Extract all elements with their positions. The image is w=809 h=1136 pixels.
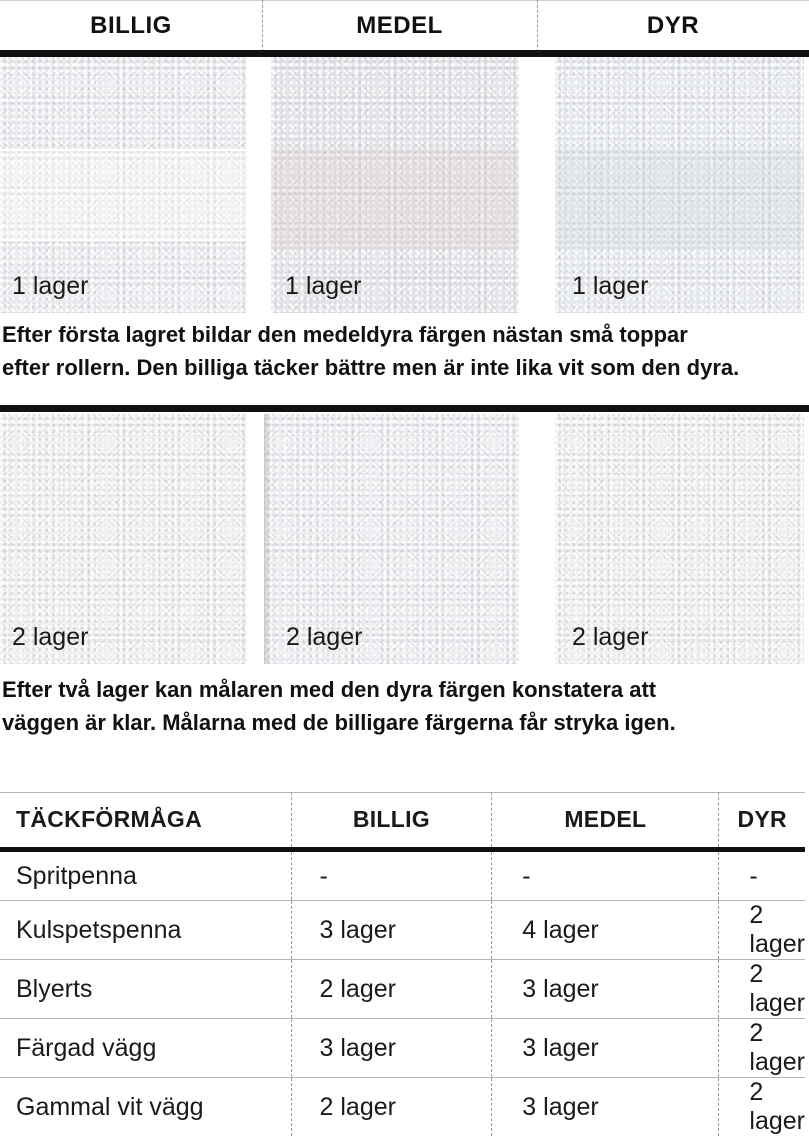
texture-medel-2-lager bbox=[264, 414, 519, 664]
column-header: MEDEL bbox=[492, 792, 719, 850]
header-rule bbox=[0, 50, 809, 57]
roller-band bbox=[0, 149, 247, 241]
table-cell: 2 lager bbox=[291, 960, 492, 1019]
table-row bbox=[0, 850, 805, 901]
roller-band bbox=[271, 149, 519, 249]
column-header: TÄCKFÖRMÅGA bbox=[0, 792, 291, 850]
panel-label: 2 lager bbox=[572, 623, 648, 652]
table-cell: 3 lager bbox=[291, 1019, 492, 1078]
table-header-row bbox=[0, 792, 805, 850]
row-label: Kulspetspenna bbox=[0, 901, 291, 960]
column-header: DYR bbox=[719, 792, 805, 850]
caption-round-2 bbox=[2, 673, 807, 739]
texture-billig-2-lager bbox=[0, 414, 247, 664]
table-row bbox=[0, 1078, 805, 1136]
row-label: Gammal vit vägg bbox=[0, 1078, 291, 1136]
panel-label: 1 lager bbox=[572, 272, 648, 301]
panel-label: 1 lager bbox=[285, 272, 361, 301]
row-label: Blyerts bbox=[0, 960, 291, 1019]
table-cell: 2 lager bbox=[719, 960, 805, 1019]
caption-line: efter rollern. Den billiga täcker bättre men är inte lika vit som den dyra. bbox=[2, 351, 807, 384]
section-rule bbox=[0, 405, 809, 412]
table-cell: 3 lager bbox=[492, 1019, 719, 1078]
texture-billig-1-lager bbox=[0, 57, 247, 313]
caption-line: Efter två lager kan målaren med den dyra färgen konstatera att bbox=[2, 673, 807, 706]
header-medel: MEDEL bbox=[262, 0, 537, 52]
table-cell: 2 lager bbox=[719, 1078, 805, 1136]
table-cell: - bbox=[291, 850, 492, 901]
row-label: Färgad vägg bbox=[0, 1019, 291, 1078]
header-billig: BILLIG bbox=[0, 0, 262, 52]
caption-round-1 bbox=[2, 318, 807, 384]
caption-line: väggen är klar. Målarna med de billigare färgerna får stryka igen. bbox=[2, 706, 807, 739]
texture-dyr-2-lager bbox=[555, 414, 804, 664]
roller-band bbox=[555, 149, 804, 249]
coverage-table bbox=[0, 792, 805, 1136]
texture-medel-1-lager bbox=[271, 57, 519, 313]
table-cell: 3 lager bbox=[492, 960, 719, 1019]
panel-label: 1 lager bbox=[12, 272, 88, 301]
panel-label: 2 lager bbox=[286, 623, 362, 652]
table-cell: 3 lager bbox=[492, 1078, 719, 1136]
column-header: BILLIG bbox=[291, 792, 492, 850]
table-cell: 2 lager bbox=[719, 901, 805, 960]
table-row bbox=[0, 901, 805, 960]
header-dyr: DYR bbox=[537, 0, 809, 52]
texture-dyr-1-lager bbox=[555, 57, 804, 313]
table-cell: 2 lager bbox=[291, 1078, 492, 1136]
row-label: Spritpenna bbox=[0, 850, 291, 901]
wall-edge bbox=[264, 414, 270, 664]
table-row bbox=[0, 960, 805, 1019]
table-cell: 4 lager bbox=[492, 901, 719, 960]
panel-label: 2 lager bbox=[12, 623, 88, 652]
table-row bbox=[0, 1019, 805, 1078]
table-cell: 2 lager bbox=[719, 1019, 805, 1078]
table-cell: 3 lager bbox=[291, 901, 492, 960]
table-cell: - bbox=[719, 850, 805, 901]
table-cell: - bbox=[492, 850, 719, 901]
caption-line: Efter första lagret bildar den medeldyra färgen nästan små toppar bbox=[2, 318, 807, 351]
